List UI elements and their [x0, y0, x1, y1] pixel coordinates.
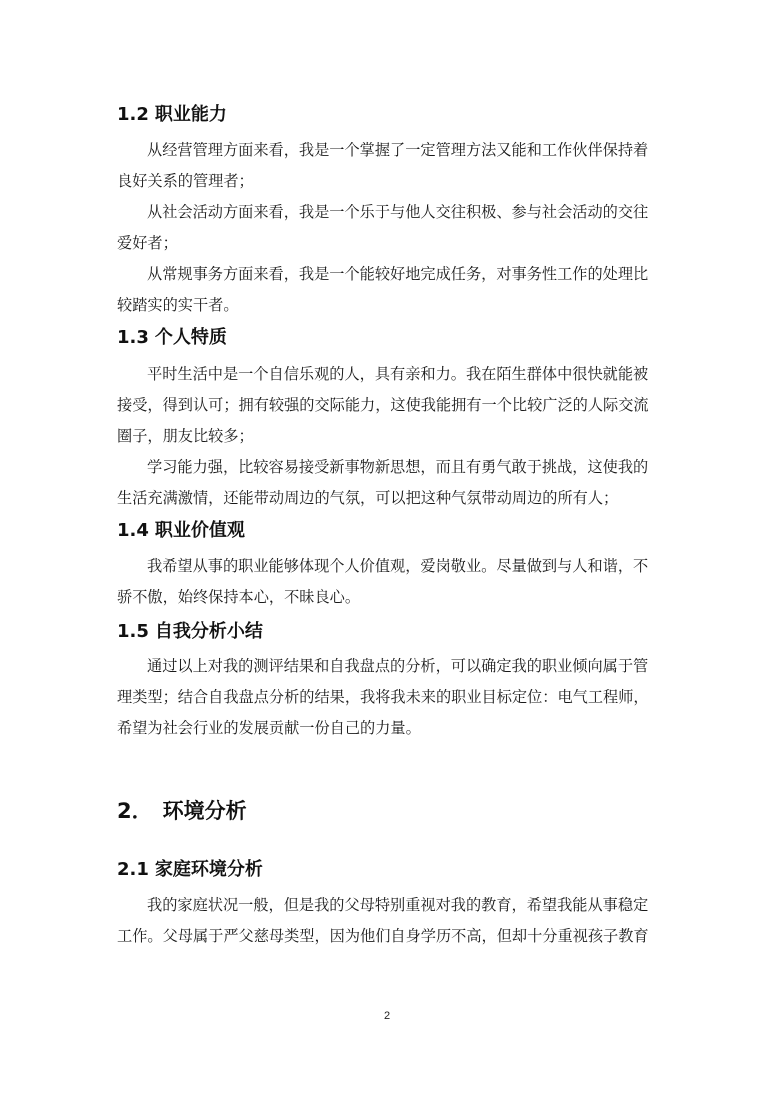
paragraph-line: 希望为社会行业的发展贡献一份自己的力量。: [117, 719, 421, 737]
heading-number: 2．: [117, 799, 153, 823]
paragraph-line: 从经营管理方面来看，我是一个掌握了一定管理方法又能和工作伙伴保持着: [147, 141, 649, 159]
paragraph-line: 生活充满激情，还能带动周边的气氛，可以把这种气氛带动周边的所有人；: [117, 489, 619, 507]
page-number: 2: [383, 1010, 391, 1022]
heading-number: 1.5: [117, 621, 149, 642]
heading-number: 1.3: [117, 327, 149, 348]
heading-2-1: [117, 858, 263, 882]
heading-number: 1.2: [117, 104, 149, 125]
paragraph-line: 理类型；结合自我盘点分析的结果，我将我未来的职业目标定位：电气工程师，: [117, 688, 649, 706]
heading-1-3: [117, 326, 227, 350]
heading-title: 自我分析小结: [154, 621, 263, 642]
heading-number: 1.4: [117, 520, 149, 541]
heading-title: 职业价值观: [154, 520, 245, 541]
heading-2: [117, 797, 247, 825]
paragraph-line: 良好关系的管理者；: [117, 172, 254, 190]
heading-title: 职业能力: [154, 104, 227, 125]
heading-1-4: [117, 519, 245, 543]
heading-title: 环境分析: [162, 799, 247, 823]
paragraph-line: 从社会活动方面来看，我是一个乐于与他人交往积极、参与社会活动的交往: [147, 203, 649, 221]
heading-1-5: [117, 620, 263, 644]
paragraph-line: 平时生活中是一个自信乐观的人，具有亲和力。我在陌生群体中很快就能被: [147, 365, 649, 383]
heading-1-2: [117, 103, 227, 127]
heading-title: 个人特质: [154, 327, 227, 348]
paragraph-line: 工作。父母属于严父慈母类型，因为他们自身学历不高，但却十分重视孩子教育: [117, 927, 649, 945]
paragraph-line: 通过以上对我的测评结果和自我盘点的分析，可以确定我的职业倾向属于管: [147, 657, 649, 675]
paragraph-line: 爱好者；: [117, 234, 178, 252]
paragraph-line: 从常规事务方面来看，我是一个能较好地完成任务，对事务性工作的处理比: [147, 265, 649, 283]
paragraph-line: 接受，得到认可；拥有较强的交际能力，这使我能拥有一个比较广泛的人际交流: [117, 396, 649, 414]
heading-title: 家庭环境分析: [154, 859, 263, 880]
paragraph-line: 骄不傲，始终保持本心，不昧良心。: [117, 588, 360, 606]
paragraph-line: 圈子，朋友比较多；: [117, 427, 254, 445]
paragraph-line: 较踏实的实干者。: [117, 296, 239, 314]
paragraph-line: 我希望从事的职业能够体现个人价值观，爱岗敬业。尽量做到与人和谐，不: [147, 557, 649, 575]
heading-number: 2.1: [117, 859, 149, 880]
paragraph-line: 我的家庭状况一般，但是我的父母特别重视对我的教育，希望我能从事稳定: [147, 896, 649, 914]
paragraph-line: 学习能力强，比较容易接受新事物新思想，而且有勇气敢于挑战，这使我的: [147, 458, 649, 476]
